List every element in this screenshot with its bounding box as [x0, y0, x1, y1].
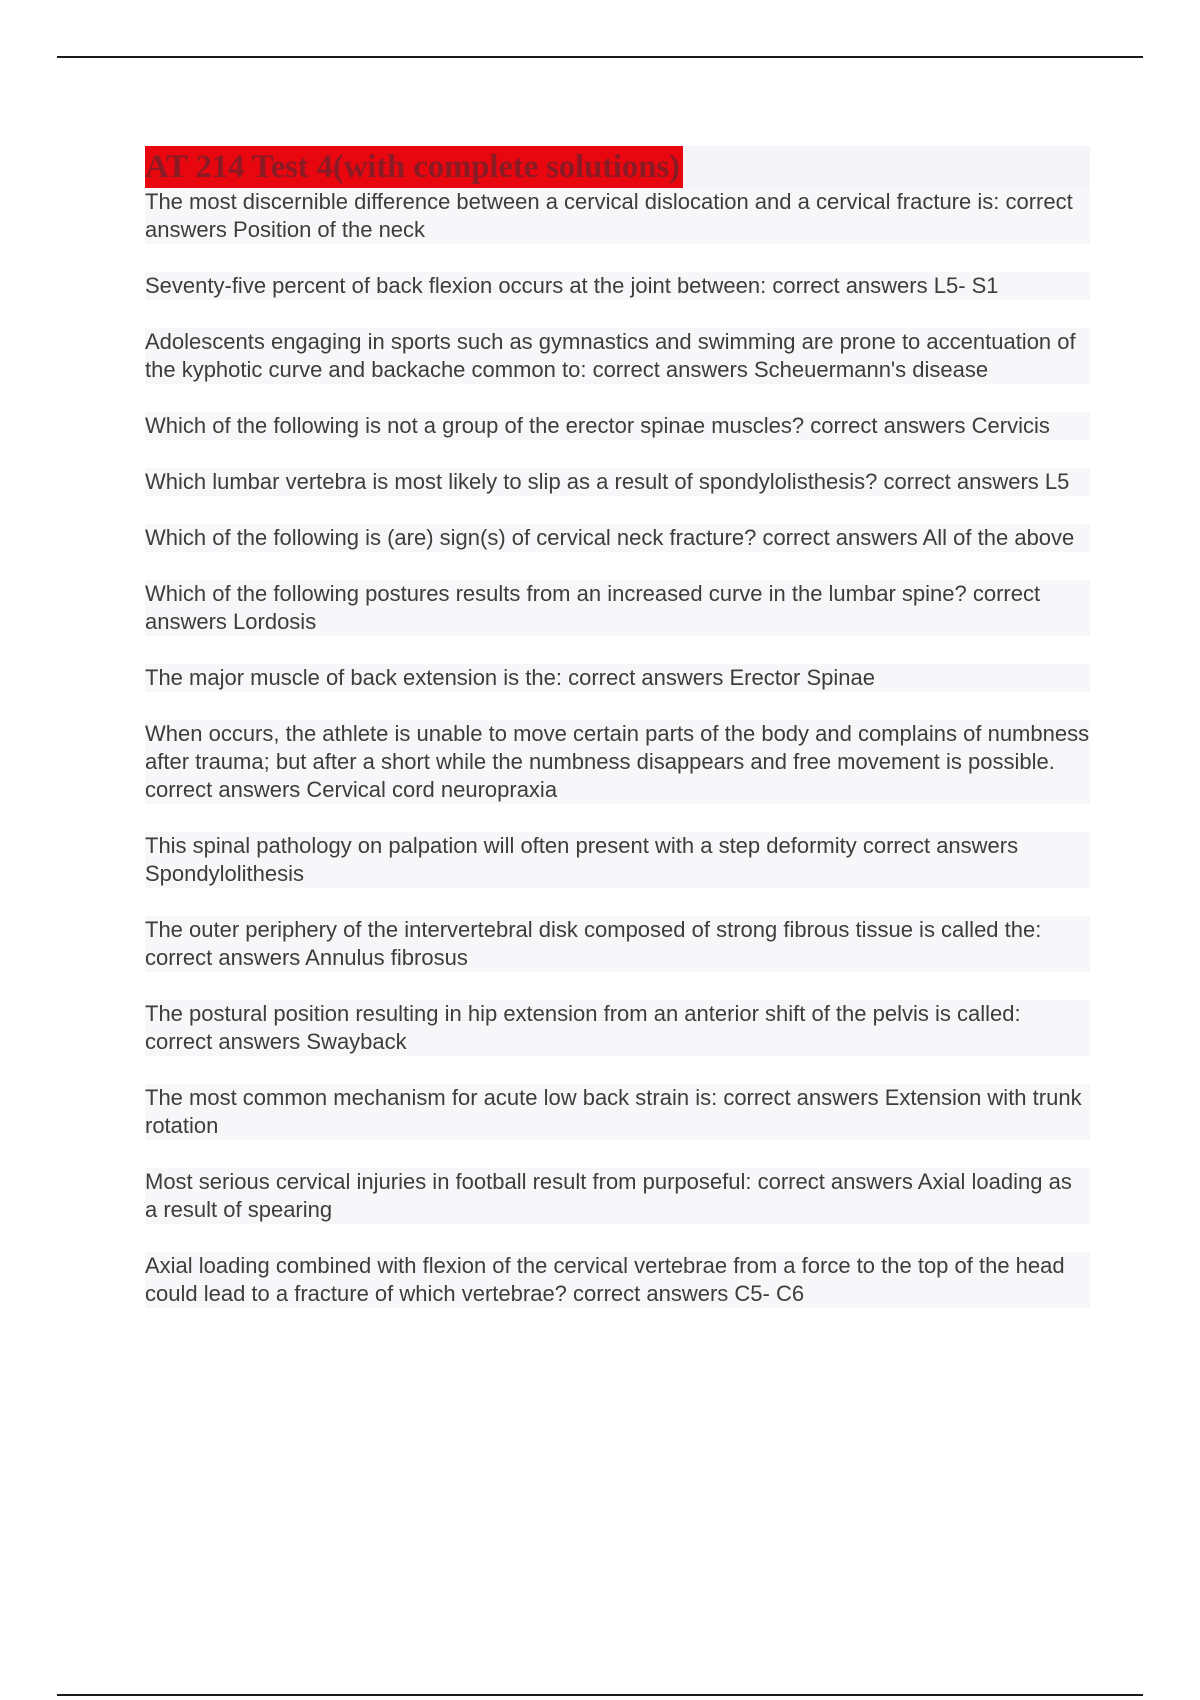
qa-item: The major muscle of back extension is the: correct answers Erector Spinae [145, 664, 1090, 692]
title-band [145, 146, 1090, 188]
qa-item: Which of the following is (are) sign(s) of cervical neck fracture? correct answers All of the above [145, 524, 1090, 552]
qa-item: Seventy-five percent of back flexion occurs at the joint between: correct answers L5- S1 [145, 272, 1090, 300]
qa-item: Axial loading combined with flexion of the cervical vertebrae from a force to the top of the head could lead to a fracture of which vertebrae? correct answers C5- C6 [145, 1252, 1090, 1308]
qa-item: Which lumbar vertebra is most likely to slip as a result of spondylolisthesis? correct answers L5 [145, 468, 1090, 496]
qa-item: The most discernible difference between a cervical dislocation and a cervical fracture is: correct answers Position of the neck [145, 188, 1090, 244]
qa-item: The outer periphery of the intervertebral disk composed of strong fibrous tissue is called the: correct answers Annulus fibrosus [145, 916, 1090, 972]
qa-item: The postural position resulting in hip extension from an anterior shift of the pelvis is called: correct answers Swayback [145, 1000, 1090, 1056]
qa-item: Which of the following is not a group of the erector spinae muscles? correct answers Cervicis [145, 412, 1090, 440]
document-body [145, 146, 1090, 1336]
qa-item: When occurs, the athlete is unable to move certain parts of the body and complains of numbness after trauma; but after a short while the numbness disappears and free movement is possible. correct answers Cervical cord neuropraxia [145, 721, 1090, 802]
document-title: AT 214 Test 4(with complete solutions) [145, 146, 683, 188]
qa-item: Adolescents engaging in sports such as gymnastics and swimming are prone to accentuation of the kyphotic curve and backache common to: correct answers Scheuermann's disease [145, 328, 1090, 384]
qa-item: Which of the following postures results from an increased curve in the lumbar spine? correct answers Lordosis [145, 580, 1090, 636]
qa-item: This spinal pathology on palpation will often present with a step deformity correct answers Spondylolithesis [145, 832, 1090, 888]
qa-item: Most serious cervical injuries in football result from purposeful: correct answers Axial loading as a result of spearing [145, 1168, 1090, 1224]
question-answer-list [145, 188, 1090, 1308]
page-bottom-rule [57, 1694, 1143, 1696]
qa-item: The most common mechanism for acute low back strain is: correct answers Extension with trunk rotation [145, 1084, 1090, 1140]
page-top-rule [57, 56, 1143, 58]
